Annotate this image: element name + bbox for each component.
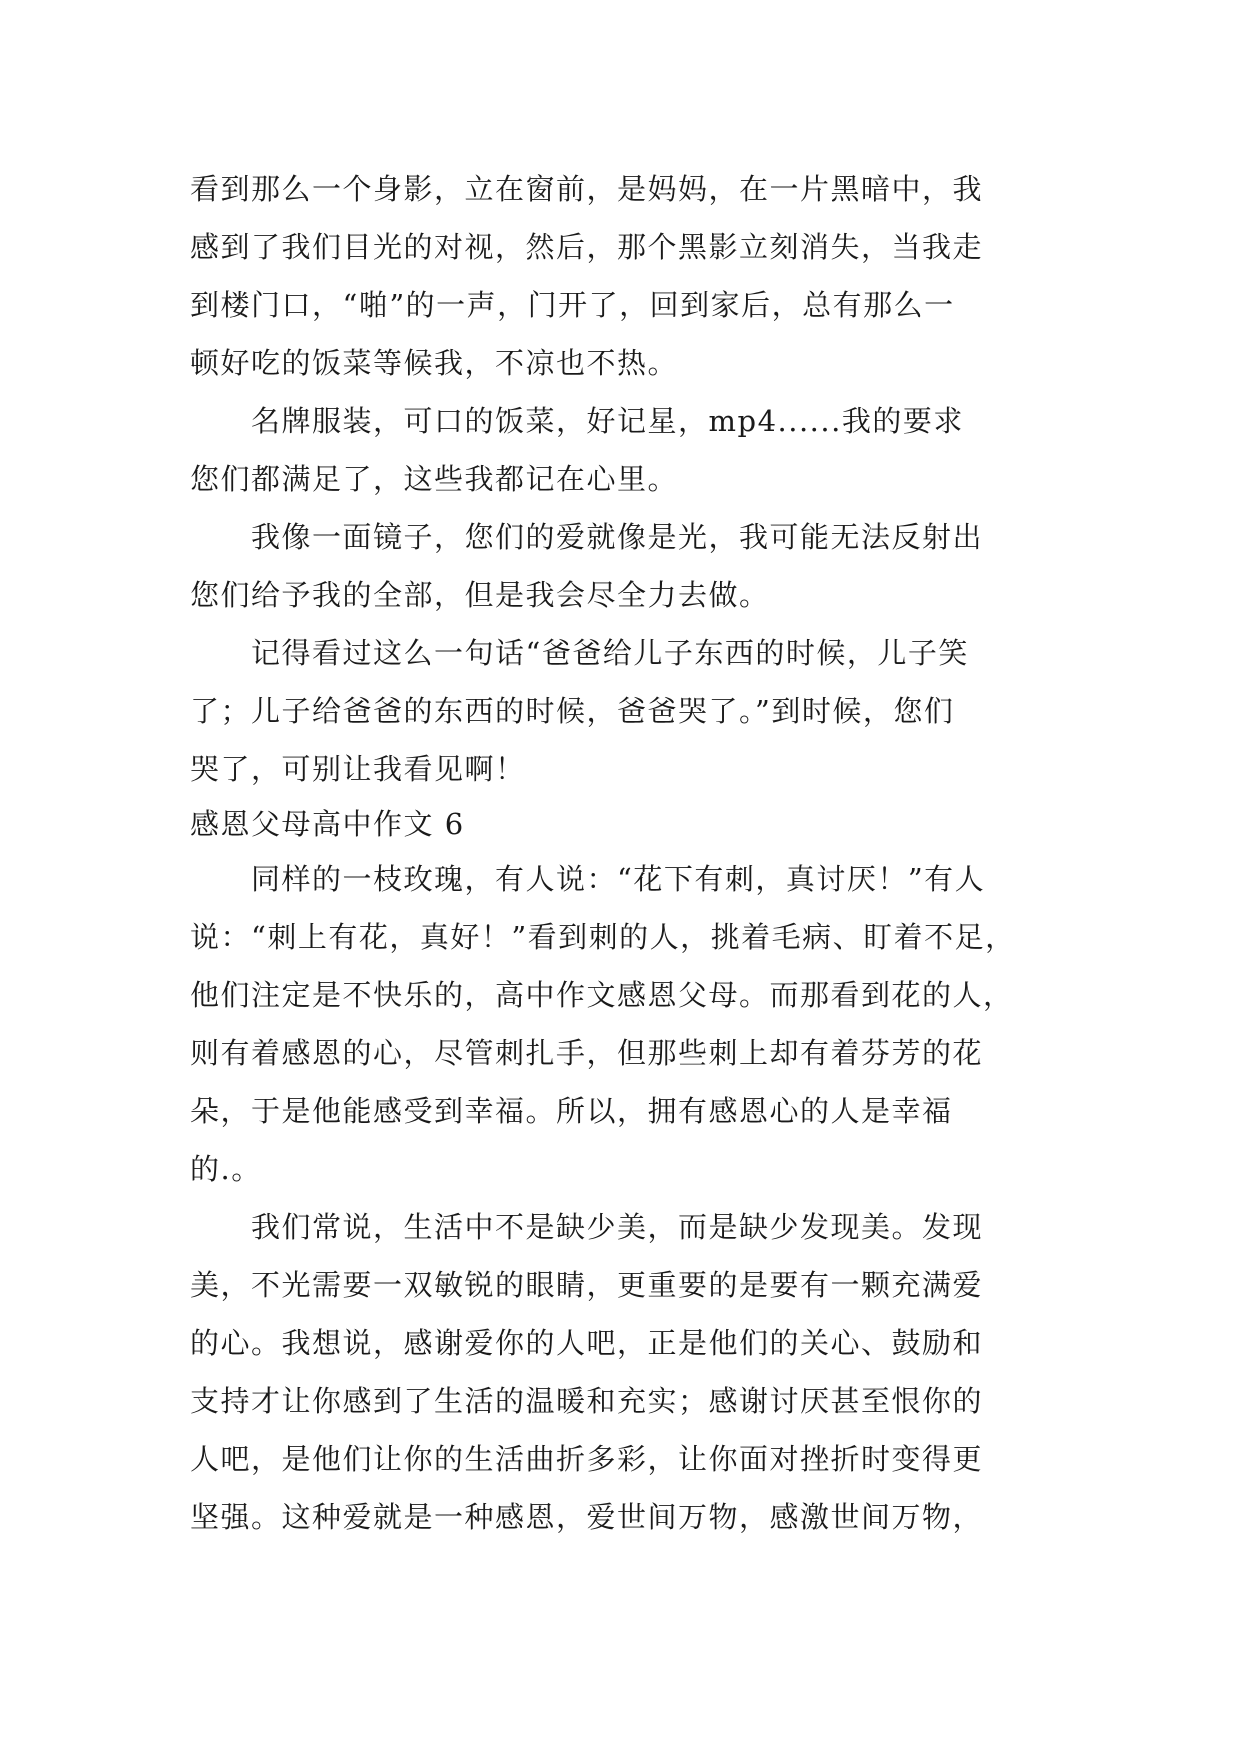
text-line: 我们常说，生活中不是缺少美，而是缺少发现美。发现 (190, 1210, 984, 1244)
text-line: 您们都满足了，这些我都记在心里。 (190, 462, 679, 496)
text-line: 了；儿子给爸爸的东西的时候，爸爸哭了。”到时候，您们 (190, 694, 955, 728)
text-line: 看到那么一个身影，立在窗前，是妈妈，在一片黑暗中，我 (190, 172, 984, 206)
text-line: 我像一面镜子，您们的爱就像是光，我可能无法反射出 (190, 520, 984, 554)
text-line: 同样的一枝玫瑰，有人说：“花下有刺，真讨厌！”有人 (190, 862, 986, 896)
text-line: 朵，于是他能感受到幸福。所以，拥有感恩心的人是幸福 (190, 1094, 953, 1128)
text-line: 名牌服装，可口的饭菜，好记星，mp4......我的要求 (190, 404, 964, 438)
text-line: 感到了我们目光的对视，然后，那个黑影立刻消失，当我走 (190, 230, 984, 264)
text-line: 记得看过这么一句话“爸爸给儿子东西的时候，儿子笑 (190, 636, 969, 670)
text-line: 到楼门口，“啪”的一声，门开了，回到家后，总有那么一 (190, 288, 955, 322)
text-line: 美，不光需要一双敏锐的眼睛，更重要的是要有一颗充满爱 (190, 1268, 984, 1302)
document-page (190, 160, 1050, 1546)
text-line: 支持才让你感到了生活的温暖和充实；感谢讨厌甚至恨你的 (190, 1384, 984, 1418)
text-line: 的.。 (190, 1152, 262, 1186)
text-line: 人吧，是他们让你的生活曲折多彩，让你面对挫折时变得更 (190, 1442, 984, 1476)
section-heading: 感恩父母高中作文 6 (190, 807, 465, 841)
text-line: 则有着感恩的心，尽管刺扎手，但那些刺上却有着芬芳的花 (190, 1036, 984, 1070)
text-line: 说：“刺上有花，真好！”看到刺的人，挑着毛病、盯着不足， (190, 920, 1016, 954)
text-line: 的心。我想说，感谢爱你的人吧，正是他们的关心、鼓励和 (190, 1326, 984, 1360)
text-line: 顿好吃的饭菜等候我，不凉也不热。 (190, 346, 679, 380)
text-line: 坚强。这种爱就是一种感恩，爱世间万物，感激世间万物， (190, 1500, 984, 1534)
text-line: 您们给予我的全部，但是我会尽全力去做。 (190, 578, 770, 612)
text-line: 他们注定是不快乐的，高中作文感恩父母。而那看到花的人， (190, 978, 1014, 1012)
text-line: 哭了，可别让我看见啊！ (190, 752, 526, 786)
